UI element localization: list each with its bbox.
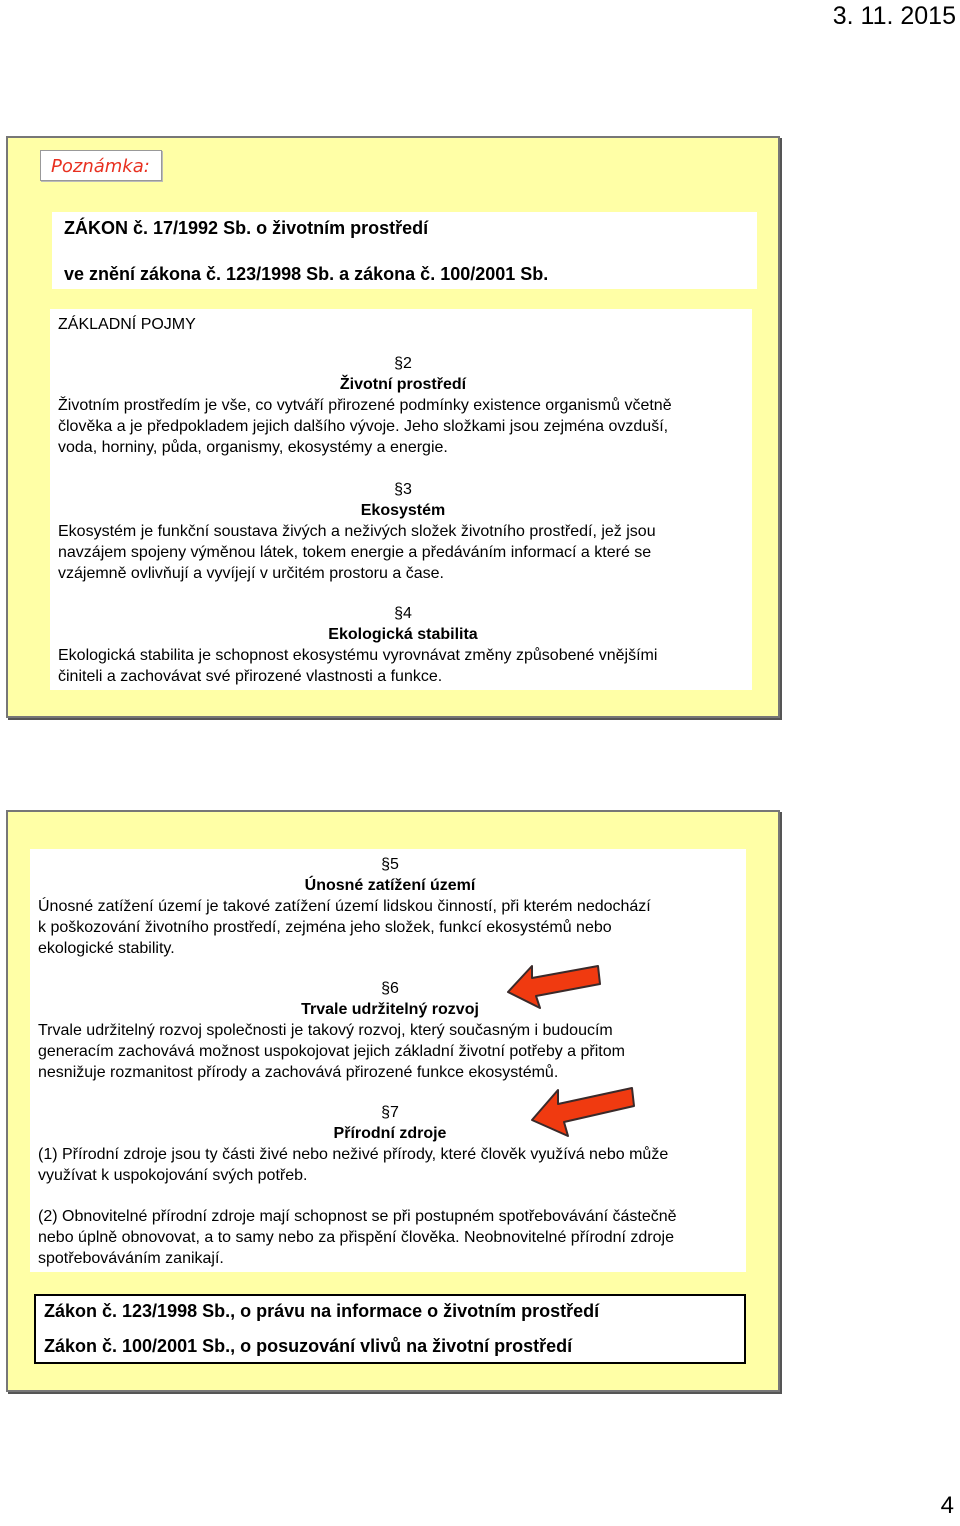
section-number: §7 [381, 1104, 399, 1121]
section-line: Ekosystém je funkční soustava živých a neživých složek životního prostředí, jež jsou [58, 523, 656, 540]
section-line: (2) Obnovitelné přírodní zdroje mají schopnost se při postupném spotřebovávání částečně [38, 1208, 677, 1225]
section-heading: ZÁKLADNÍ POJMY [58, 316, 196, 333]
date: 3. 11. 2015 [832, 2, 956, 30]
note-label: Poznámka: [40, 150, 162, 181]
section-line: k poškozování životního prostředí, zejména jeho složek, funkcí ekosystémů nebo [38, 919, 612, 936]
section-number: §5 [381, 856, 399, 873]
related-law-2: Zákon č. 100/2001 Sb., o posuzování vlivů na životní prostředí [44, 1336, 573, 1356]
section-line: Únosné zatížení území je takové zatížení území lidskou činností, při kterém nedochází [38, 898, 651, 915]
section-title: Trvale udržitelný rozvoj [301, 1001, 479, 1018]
section-line: využívat k uspokojování svých potřeb. [38, 1167, 308, 1184]
section-line: Trvale udržitelný rozvoj společnosti je takový rozvoj, který současným i budoucím [38, 1022, 613, 1039]
section-title: Ekosystém [360, 502, 446, 519]
section-7-para-2 [38, 1206, 742, 1269]
section-line: člověka a je předpokladem jejich dalšího vývoje. Jeho složkami jsou zejména ovzduší, [58, 418, 669, 435]
section-title: Ekologická stabilita [328, 626, 478, 643]
section-line: vzájemně ovlivňují a vyvíjejí v určitém prostoru a čase. [58, 565, 444, 582]
related-laws-box [34, 1294, 746, 1364]
section-6 [38, 978, 742, 1083]
section-title: Únosné zatížení území [304, 877, 476, 894]
section-title: Životní prostředí [339, 376, 467, 393]
section-number: §4 [394, 605, 412, 622]
section-line: navzájem spojeny výměnou látek, tokem energie a předáváním informací a které se [58, 544, 652, 561]
section-2 [58, 353, 748, 458]
section-line: činiteli a zachovávat své přirozené vlastnosti a funkce. [58, 668, 443, 685]
definitions-box-2 [30, 849, 746, 1272]
law-title: ZÁKON č. 17/1992 Sb. o životním prostředí [64, 218, 429, 238]
section-5 [38, 854, 742, 959]
section-3 [58, 479, 748, 584]
related-law-1: Zákon č. 123/1998 Sb., o právu na informace o životním prostředí [44, 1301, 600, 1321]
page-number: 4 [940, 1492, 954, 1519]
section-line: ekologické stability. [38, 940, 175, 957]
section-number: §6 [381, 980, 399, 997]
red-arrow-icon [504, 960, 604, 1012]
section-line: spotřebováváním zanikají. [38, 1250, 224, 1267]
section-line: nebo úplně obnovovat, a to samy nebo za přispění člověka. Neobnovitelné přírodní zdroje [38, 1229, 674, 1246]
law-title-box [52, 212, 757, 289]
red-arrow-icon [528, 1080, 638, 1140]
section-line: Ekologická stabilita je schopnost ekosystému vyrovnávat změny způsobené vnějšími [58, 647, 658, 664]
law-amendments: ve znění zákona č. 123/1998 Sb. a zákona č. 100/2001 Sb. [64, 264, 549, 284]
section-line: Životním prostředím je vše, co vytváří přirozené podmínky existence organismů včetně [58, 397, 672, 414]
section-number: §2 [394, 355, 412, 372]
section-title: Přírodní zdroje [333, 1125, 447, 1142]
section-line: generacím zachovává možnost uspokojovat jejich základní životní potřeby a přitom [38, 1043, 625, 1060]
section-4 [58, 603, 748, 687]
section-line: (1) Přírodní zdroje jsou ty části živé nebo neživé přírody, které člověk využívá nebo může [38, 1146, 669, 1163]
definitions-box-1 [50, 309, 752, 690]
section-number: §3 [394, 481, 412, 498]
section-line: nesnižuje rozmanitost přírody a zachovává přirozené funkce ekosystémů. [38, 1064, 559, 1081]
section-line: voda, horniny, půda, organismy, ekosystémy a energie. [58, 439, 448, 456]
